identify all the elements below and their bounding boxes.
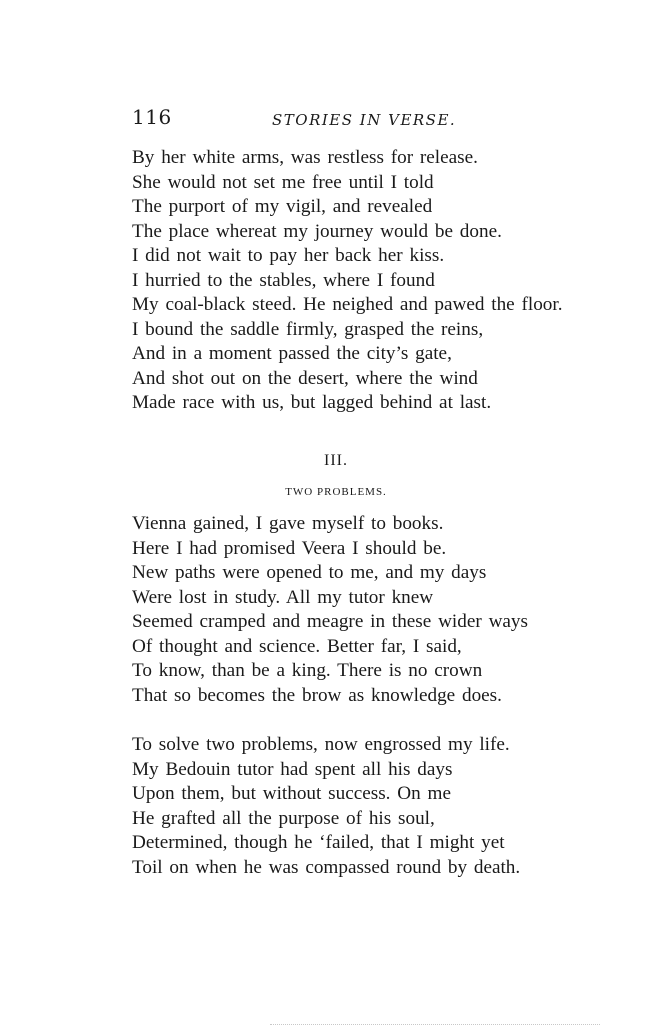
verse-line: Vienna gained, I gave myself to books. <box>132 513 444 534</box>
verse-line: Upon them, but without success. On me <box>132 783 451 804</box>
verse-line: And shot out on the desert, where the wind <box>132 367 478 389</box>
verse-line: I bound the saddle firmly, grasped the reins, <box>132 318 484 340</box>
verse-line: The purport of my vigil, and revealed <box>132 196 433 217</box>
verse-line: My Bedouin tutor had spent all his days <box>132 758 453 780</box>
verse-line: Determined, though he ‘failed, that I might yet <box>132 832 505 853</box>
stanza <box>132 733 520 880</box>
verse-line: To solve two problems, now engrossed my life. <box>132 734 510 755</box>
stanza <box>132 512 528 708</box>
verse-line: My coal-black steed. He neighed and pawed the floor. <box>132 294 563 315</box>
verse-line: I hurried to the stables, where I found <box>132 269 435 291</box>
verse-line: The place whereat my journey would be done. <box>132 220 502 242</box>
page-number: 116 <box>132 105 172 129</box>
verse-line: He grafted all the purpose of his soul, <box>132 807 435 829</box>
scan-artifact <box>270 1024 600 1028</box>
verse-line: Were lost in study. All my tutor knew <box>132 586 434 608</box>
section-number: III. <box>324 452 348 469</box>
verse-line: By her white arms, was restless for release. <box>132 147 478 168</box>
verse-line: That so becomes the brow as knowledge does. <box>132 684 502 706</box>
verse-line: New paths were opened to me, and my days <box>132 562 487 583</box>
verse-line: To know, than be a king. There is no crown <box>132 660 483 681</box>
verse-line: And in a moment passed the city’s gate, <box>132 343 452 364</box>
verse-line: She would not set me free until I told <box>132 171 434 193</box>
verse-line: I did not wait to pay her back her kiss. <box>132 245 445 266</box>
verse-line: Of thought and science. Better far, I said, <box>132 635 462 657</box>
section-title: TWO PROBLEMS. <box>285 486 387 498</box>
verse-line: Made race with us, but lagged behind at last. <box>132 392 492 413</box>
stanza <box>132 146 563 416</box>
running-head: STORIES IN VERSE. <box>272 111 457 129</box>
verse-line: Seemed cramped and meagre in these wider ways <box>132 611 528 632</box>
verse-line: Toil on when he was compassed round by death. <box>132 856 521 878</box>
verse-line: Here I had promised Veera I should be. <box>132 537 447 559</box>
